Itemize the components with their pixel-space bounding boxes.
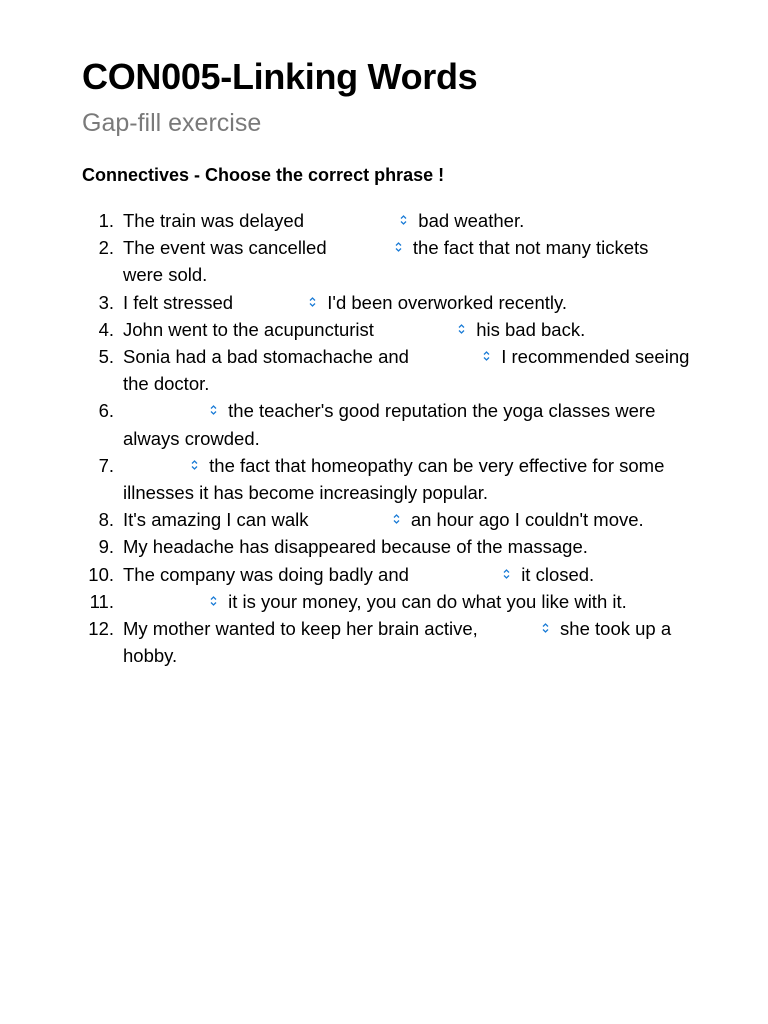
question-number: 7. — [98, 454, 114, 476]
question-list — [82, 207, 692, 669]
question-item — [82, 207, 693, 234]
question-text-after: she took up a hobby. — [123, 618, 672, 667]
question-number: 5. — [98, 346, 114, 368]
dropdown-arrow-icon — [309, 296, 316, 308]
question-item — [82, 615, 693, 669]
answer-dropdown[interactable] — [123, 400, 223, 420]
question-text-before: My headache has disappeared because of the massage. — [123, 536, 588, 558]
page-subtitle: Gap-fill exercise — [82, 109, 262, 137]
question-text-before: My mother wanted to keep her brain active, — [123, 618, 478, 640]
question-text-after: bad weather. — [418, 210, 525, 231]
answer-dropdown[interactable] — [314, 509, 406, 529]
dropdown-arrow-icon — [210, 404, 217, 416]
question-number: 8. — [98, 509, 114, 531]
answer-dropdown[interactable] — [123, 455, 204, 475]
question-item — [82, 452, 693, 506]
dropdown-arrow-icon — [400, 214, 407, 226]
question-text-before: John went to the acupuncturist — [123, 318, 374, 340]
question-number: 11. — [89, 590, 114, 612]
question-text-after: it is your money, you can do what you like with it. — [228, 590, 627, 612]
instructions: Connectives - Choose the correct phrase ! — [82, 165, 445, 185]
question-text-before: I felt stressed — [123, 291, 234, 313]
question-text-before: It's amazing I can walk — [123, 509, 309, 531]
answer-dropdown[interactable] — [414, 346, 496, 366]
dropdown-arrow-icon — [191, 459, 198, 471]
question-item — [82, 289, 693, 316]
question-number: 3. — [98, 291, 114, 313]
question-item — [82, 234, 693, 288]
question-text-after: it closed. — [521, 563, 595, 585]
dropdown-arrow-icon — [503, 568, 510, 580]
question-text-after: the teacher's good reputation the yoga classes were always crowded. — [123, 400, 656, 449]
exercise-page — [82, 56, 692, 669]
question-number: 9. — [98, 536, 114, 558]
dropdown-arrow-icon — [458, 323, 465, 335]
question-number: 1. — [98, 210, 114, 231]
dropdown-arrow-icon — [210, 595, 217, 607]
question-item — [82, 506, 693, 533]
question-number: 2. — [98, 237, 114, 259]
question-item — [82, 343, 693, 397]
question-text-after: I'd been overworked recently. — [327, 291, 568, 313]
answer-dropdown[interactable] — [309, 210, 413, 230]
question-text-before: The event was cancelled — [123, 237, 327, 259]
answer-dropdown[interactable] — [483, 618, 555, 638]
question-text-after: I recommended seeing the doctor. — [123, 346, 690, 395]
dropdown-arrow-icon — [395, 241, 402, 253]
dropdown-arrow-icon — [542, 622, 549, 634]
question-item — [82, 533, 693, 560]
question-number: 6. — [98, 400, 114, 422]
question-number: 4. — [98, 318, 114, 340]
question-text-before: The train was delayed — [123, 210, 304, 231]
question-number: 10. — [88, 563, 114, 585]
question-item — [82, 588, 693, 615]
answer-dropdown[interactable] — [238, 292, 322, 312]
page-title: CON005-Linking Words — [82, 56, 478, 97]
question-text-after: the fact that not many tickets were sold. — [123, 237, 649, 286]
answer-dropdown[interactable] — [414, 564, 516, 584]
answer-dropdown[interactable] — [332, 237, 408, 257]
question-text-before: Sonia had a bad stomachache and — [123, 346, 409, 368]
answer-dropdown[interactable] — [379, 319, 471, 339]
question-text-before: The company was doing badly and — [123, 563, 409, 585]
question-item — [82, 316, 693, 343]
question-text-after: an hour ago I couldn't move. — [410, 509, 644, 531]
question-text-after: his bad back. — [476, 318, 586, 340]
dropdown-arrow-icon — [393, 513, 400, 525]
question-number: 12. — [88, 618, 114, 640]
question-item — [82, 561, 693, 588]
dropdown-arrow-icon — [483, 350, 490, 362]
question-text-after: the fact that homeopathy can be very effective for some illnesses it has become increasingly popular. — [123, 454, 665, 504]
answer-dropdown[interactable] — [123, 591, 223, 611]
question-item — [82, 397, 693, 451]
